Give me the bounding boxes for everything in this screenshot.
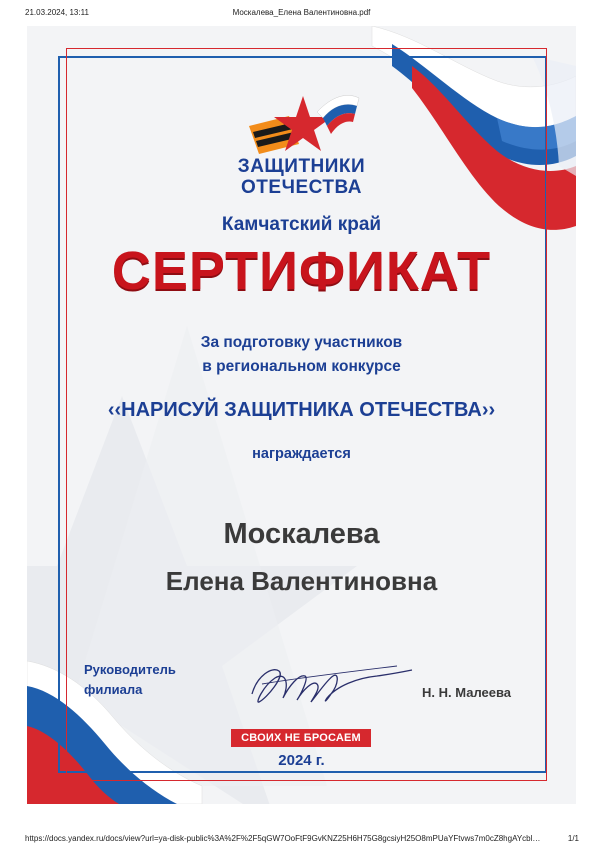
print-page-number: 1/1 — [567, 834, 579, 843]
certificate — [27, 26, 576, 804]
signer-role-line-2: филиала — [84, 682, 143, 697]
logo-text-line2: ОТЕЧЕСТВА — [241, 177, 362, 198]
print-filename: Москалева_Елена Валентиновна.pdf — [232, 8, 371, 17]
certificate-year: 2024 г. — [278, 752, 325, 769]
recipient-surname: Москалева — [223, 518, 380, 550]
contest-name: ‹‹НАРИСУЙ ЗАЩИТНИКА ОТЕЧЕСТВА›› — [107, 399, 496, 421]
awarded-label: награждается — [252, 446, 351, 462]
recipient-name: Елена Валентиновна — [165, 566, 438, 596]
reason-line-1: За подготовку участников — [200, 334, 403, 351]
slogan-badge: СВОИХ НЕ БРОСАЕМ — [231, 729, 371, 747]
print-url: https://docs.yandex.ru/docs/view?url=ya-disk-public%3A%2F%2F5qGW7OoFtF9GvKNZ25H6H75G8gcsiyH25O8mPUaYFtvws7m0cZ8hgAYcblF… — [25, 834, 545, 843]
region: Камчатский край — [221, 214, 382, 235]
certificate-title: СЕРТИФИКАТ — [111, 241, 492, 301]
signer-name: Н. Н. Малеева — [422, 685, 512, 700]
reason-line-2: в региональном конкурсе — [202, 358, 401, 375]
signer-role-line-1: Руководитель — [84, 662, 176, 677]
logo-text-line1: ЗАЩИТНИКИ — [237, 156, 366, 177]
print-datetime: 21.03.2024, 13:11 — [25, 8, 89, 17]
